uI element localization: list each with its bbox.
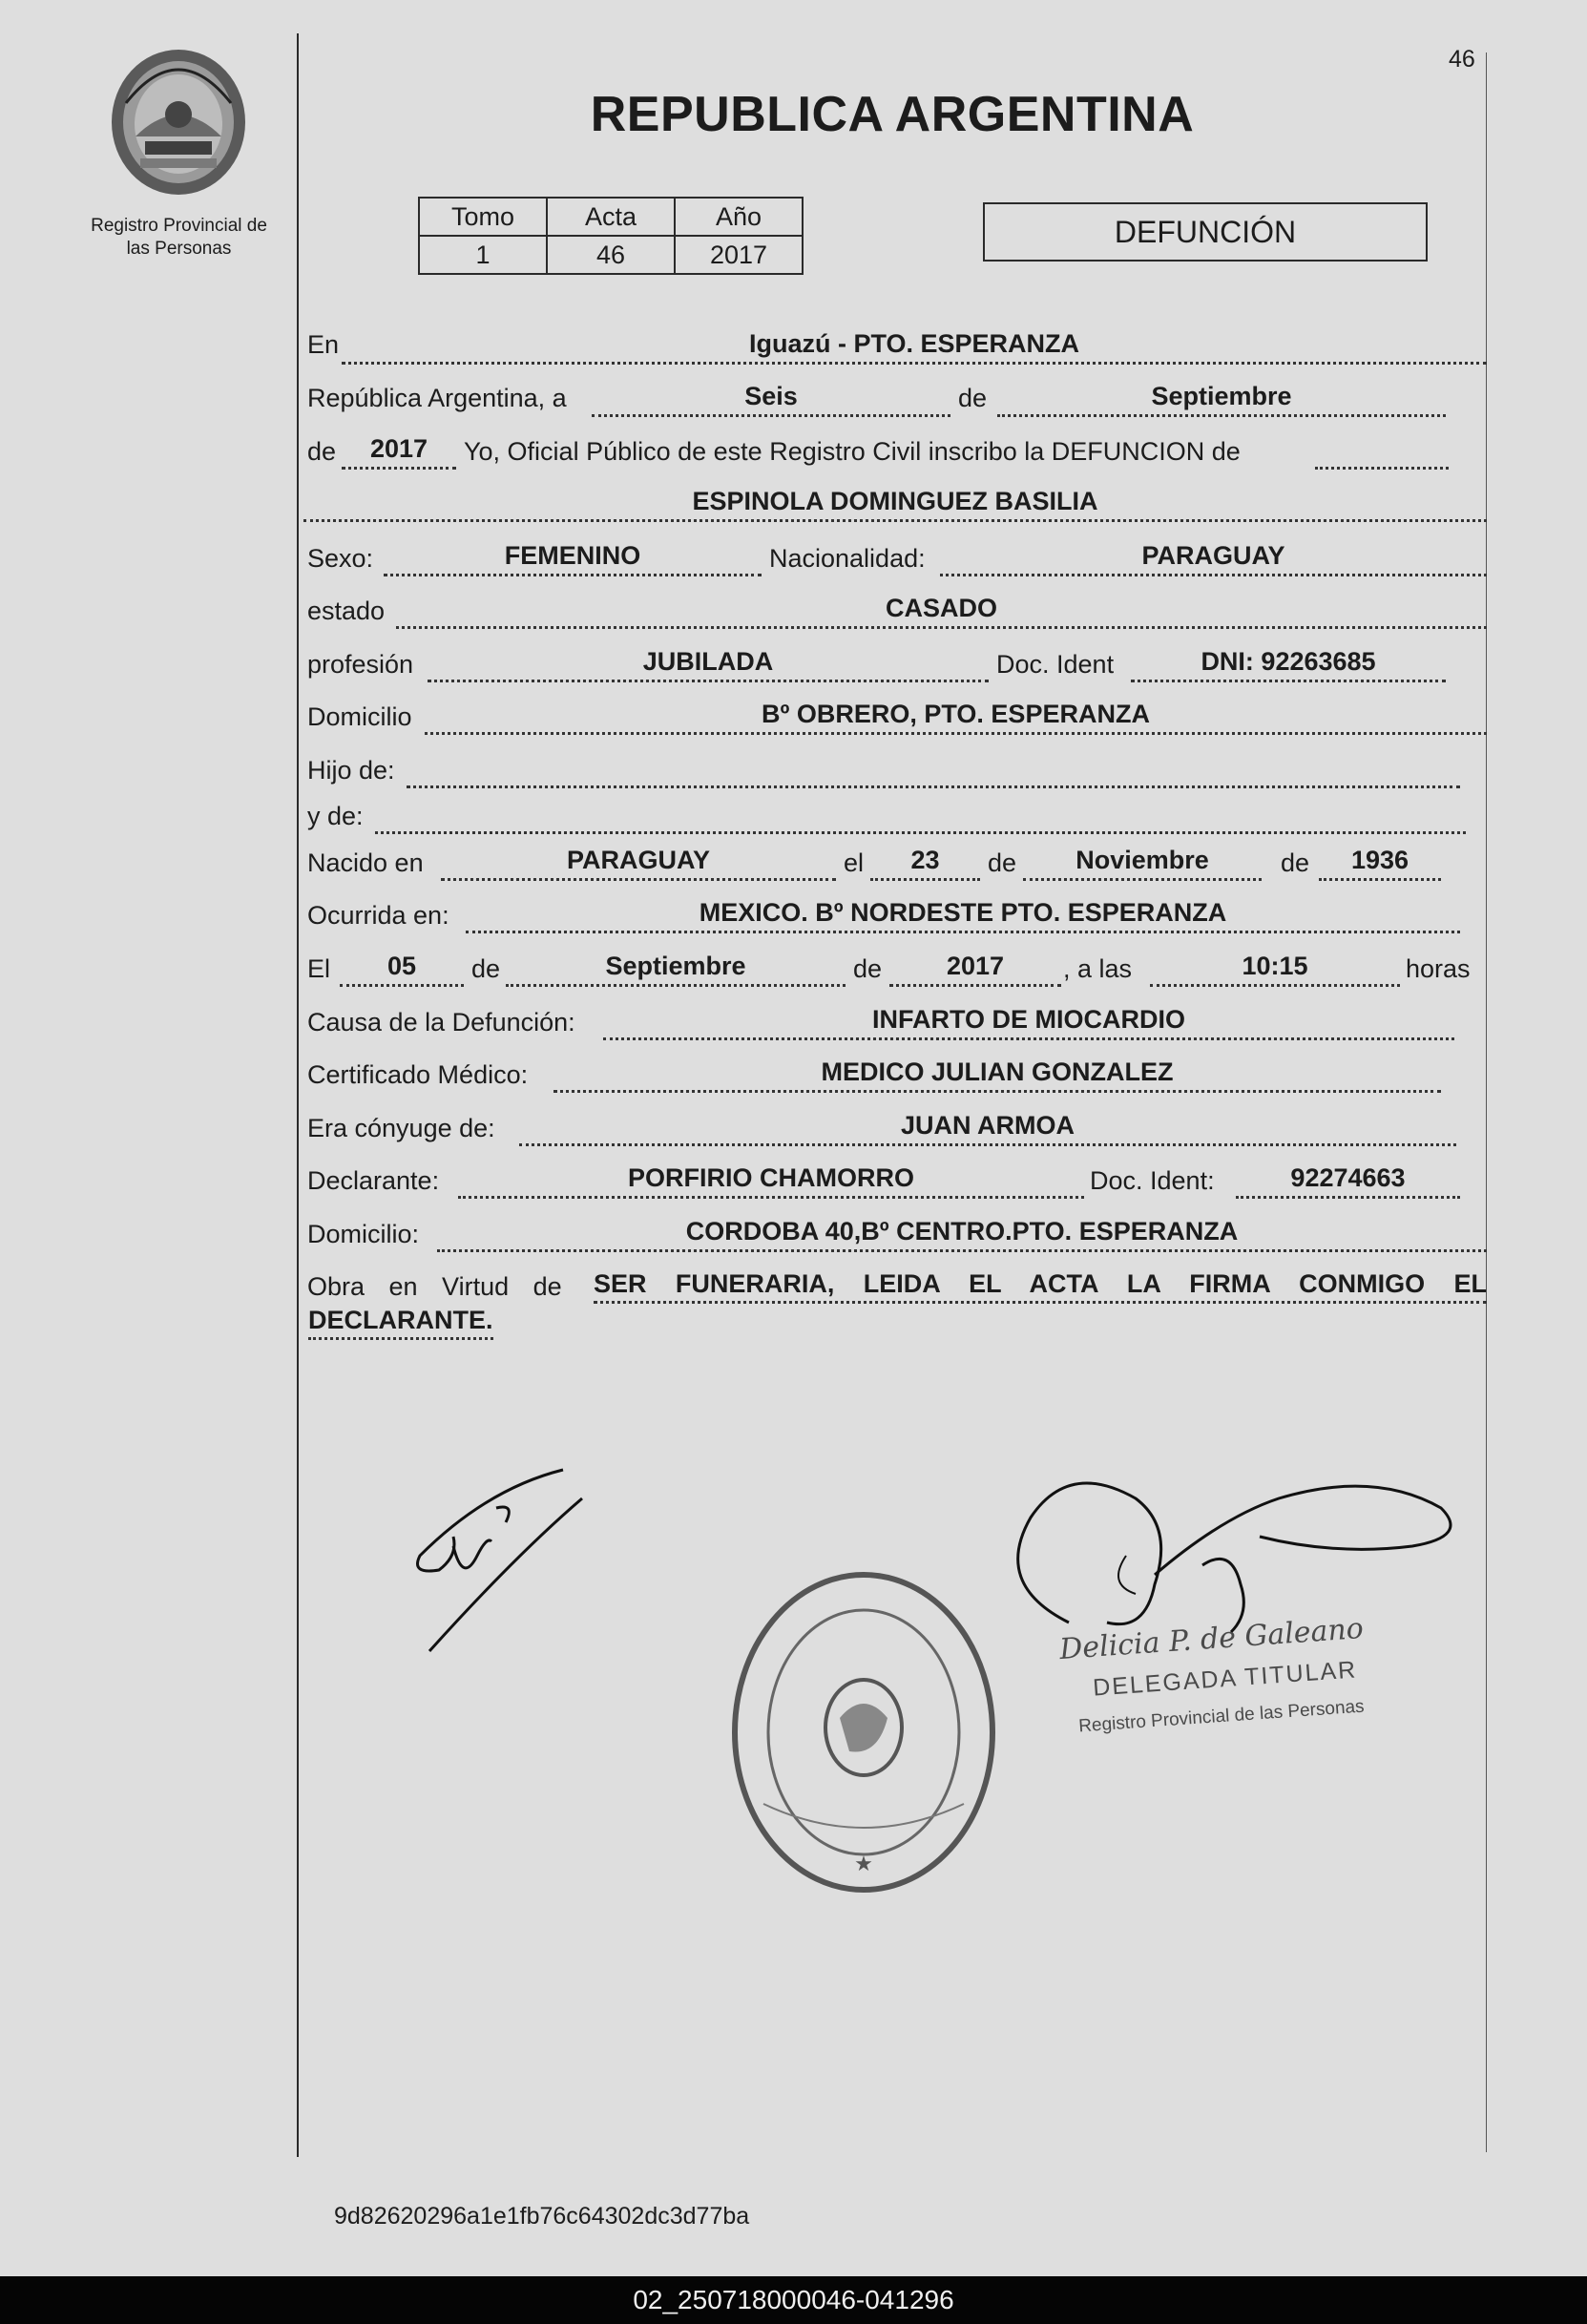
republica-label: República Argentina, a [307, 384, 567, 412]
doc-ident-label: Doc. Ident [996, 650, 1115, 679]
delegate-title: DELEGADA TITULAR [1092, 1656, 1359, 1702]
certificado-field: MEDICO JULIAN GONZALEZ [553, 1057, 1441, 1093]
certificado-label: Certificado Médico: [307, 1060, 529, 1089]
causa-label: Causa de la Defunción: [307, 1008, 575, 1036]
document-hash: 9d82620296a1e1fb76c64302dc3d77ba [334, 2203, 750, 2230]
ocurrida-field: MEXICO. Bº NORDESTE PTO. ESPERANZA [466, 898, 1460, 933]
en-label: En [307, 330, 340, 359]
a-las-label: , a las [1063, 954, 1133, 983]
nacido-lugar-field: PARAGUAY [441, 846, 836, 881]
sexo-label: Sexo: [307, 544, 374, 573]
domicilio-label: Domicilio [307, 702, 412, 731]
obra-label: Obra en Virtud de [307, 1272, 562, 1301]
de-label-4: de [1281, 848, 1310, 877]
tomo-value: 1 [419, 236, 547, 274]
sexo-field: FEMENINO [384, 541, 762, 576]
anio-header: Año [675, 198, 803, 236]
place-field: Iguazú - PTO. ESPERANZA [342, 329, 1487, 365]
official-stamp-icon [725, 1565, 1002, 1899]
conyuge-field: JUAN ARMOA [519, 1111, 1456, 1146]
left-margin-rule [297, 33, 299, 2157]
profesion-field: JUBILADA [428, 647, 989, 682]
delegate-registry: Registro Provincial de las Personas [1077, 1696, 1366, 1737]
hijo-field [407, 753, 1460, 788]
officer-signature-icon [401, 1451, 611, 1670]
nacionalidad-field: PARAGUAY [940, 541, 1487, 576]
conyuge-label: Era cónyuge de: [307, 1114, 495, 1142]
el-label: el [844, 848, 865, 877]
de-label-1: de [958, 384, 988, 412]
nacido-dia-field: 23 [870, 846, 980, 881]
record-type-box: DEFUNCIÓN [983, 202, 1428, 262]
month-field: Septiembre [997, 382, 1446, 417]
acta-value: 46 [547, 236, 675, 274]
tomo-header: Tomo [419, 198, 547, 236]
doc-ident-field: DNI: 92263685 [1131, 647, 1446, 682]
record-reference-table [418, 197, 804, 275]
registry-line-2: las Personas [126, 239, 232, 259]
declarante-label: Declarante: [307, 1166, 440, 1195]
obra-text-line-2: DECLARANTE. [308, 1305, 493, 1340]
nacido-mes-field: Noviembre [1023, 846, 1262, 881]
horas-label: horas [1406, 954, 1471, 983]
profesion-label: profesión [307, 650, 414, 679]
nacido-label: Nacido en [307, 848, 424, 877]
inscribo-text: Yo, Oficial Público de este Registro Civil inscribo la DEFUNCION de [464, 437, 1241, 466]
svg-text:★: ★ [854, 1853, 873, 1876]
el-date-label: El [307, 954, 331, 983]
domicilio-2-field: CORDOBA 40,Bº CENTRO.PTO. ESPERANZA [437, 1217, 1487, 1252]
de-label-5: de [471, 954, 501, 983]
def-hora-field: 10:15 [1150, 952, 1400, 987]
document-title: REPUBLICA ARGENTINA [590, 87, 1195, 142]
year-field: 2017 [342, 434, 456, 470]
declarante-field: PORFIRIO CHAMORRO [458, 1163, 1084, 1199]
right-margin-rule [1486, 52, 1487, 2152]
domicilio-field: Bº OBRERO, PTO. ESPERANZA [425, 700, 1487, 735]
barcode-footer: 02_250718000046-041296 [0, 2276, 1587, 2324]
registry-line-1: Registro Provincial de [91, 216, 267, 236]
de-label-3: de [988, 848, 1017, 877]
ocurrida-label: Ocurrida en: [307, 901, 449, 930]
yde-field [375, 799, 1466, 834]
acta-header: Acta [547, 198, 675, 236]
domicilio-2-label: Domicilio: [307, 1220, 420, 1248]
yde-label: y de: [307, 802, 364, 830]
anio-value: 2017 [675, 236, 803, 274]
obra-text-line-1: SER FUNERARIA, LEIDA EL ACTA LA FIRMA CONMIGO EL [594, 1268, 1487, 1304]
def-anio-field: 2017 [889, 952, 1061, 987]
def-mes-field: Septiembre [506, 952, 846, 987]
estado-field: CASADO [396, 594, 1487, 629]
province-seal-icon [107, 46, 250, 199]
doc-ident-2-field: 92274663 [1236, 1163, 1460, 1199]
inscribo-trailing-field [1315, 434, 1449, 470]
de-label-6: de [853, 954, 883, 983]
day-words-field: Seis [592, 382, 950, 417]
hijo-label: Hijo de: [307, 756, 395, 785]
deceased-name-field: ESPINOLA DOMINGUEZ BASILIA [303, 487, 1487, 522]
nacido-anio-field: 1936 [1319, 846, 1441, 881]
de-label-2: de [307, 437, 337, 466]
estado-label: estado [307, 597, 386, 625]
delegate-name: Delicia P. de Galeano [1058, 1611, 1365, 1667]
def-dia-field: 05 [340, 952, 464, 987]
page-number: 46 [1449, 46, 1475, 73]
registry-name [76, 215, 282, 261]
nacionalidad-label: Nacionalidad: [769, 544, 926, 573]
causa-field: INFARTO DE MIOCARDIO [603, 1005, 1454, 1040]
doc-ident-2-label: Doc. Ident: [1090, 1166, 1215, 1195]
